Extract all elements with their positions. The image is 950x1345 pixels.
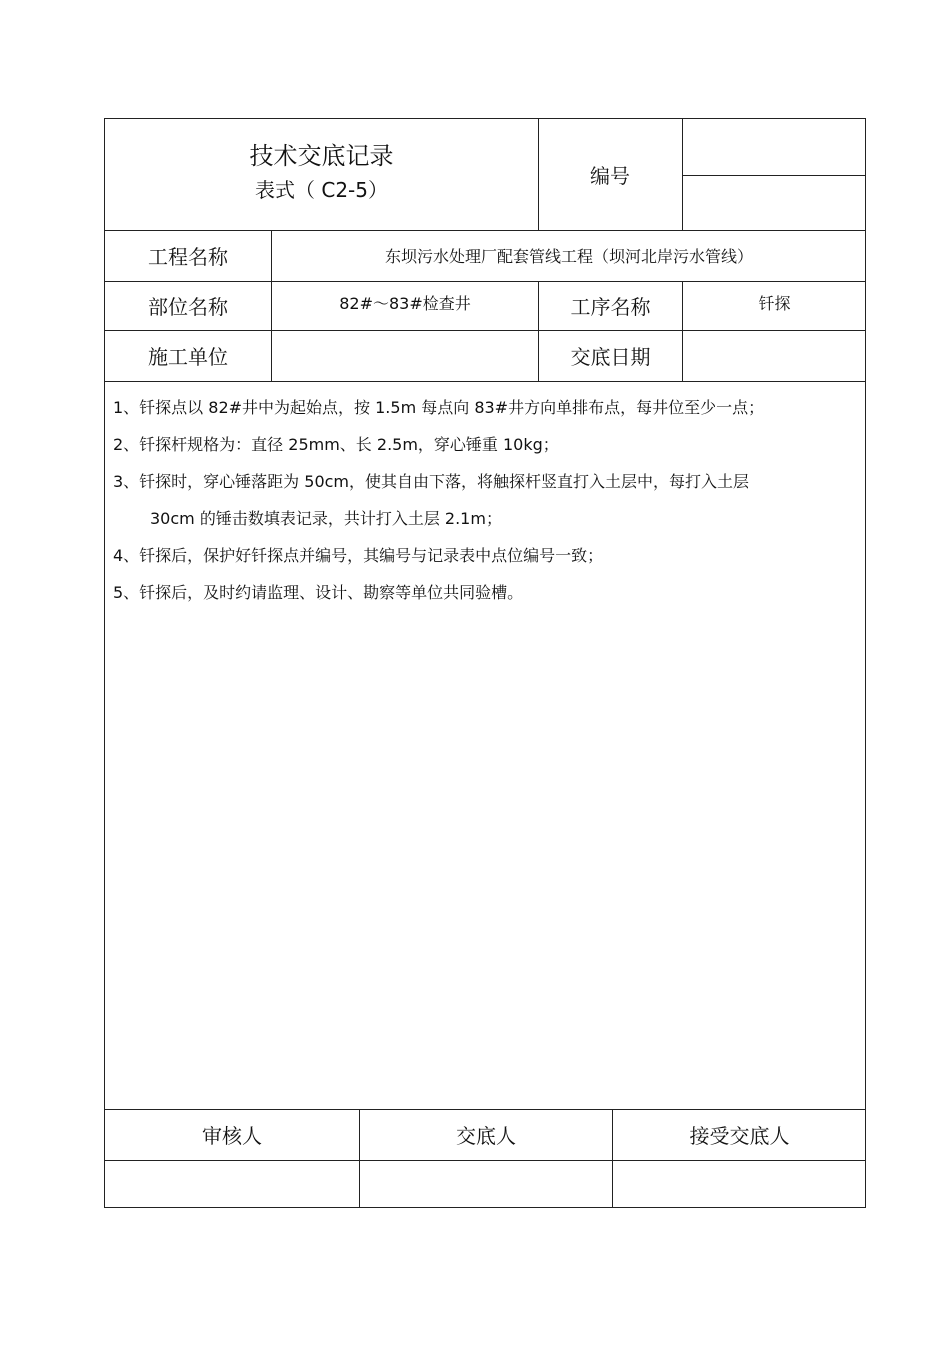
disclosure-date-value-cell[interactable] [683,330,866,381]
construction-unit-value-cell[interactable] [272,330,538,381]
reviewer-label-cell [105,1109,359,1160]
receiver-signature-cell[interactable] [613,1161,866,1207]
part-name-label: 部位名称 [148,295,228,319]
reviewer-label: 审核人 [202,1124,262,1148]
content-line-3-continued: 30cm 的锤击数填表记录，共计打入土层 2.1m； [150,509,502,528]
unit-row-rule [105,381,866,382]
part-name-value-cell[interactable] [272,281,538,324]
number-value-cell-1[interactable] [683,119,866,175]
content-line-5: 5、钎探后，及时约请监理、设计、勘察等单位共同验槽。 [113,583,524,602]
form-code: 表式（ C2-5） [255,177,388,202]
disclosure-date-label-cell [539,330,682,381]
project-name-value: 东坝污水处理厂配套管线工程（坝河北岸污水管线） [384,247,753,266]
receiver-label-cell [613,1109,866,1160]
project-name-value-cell[interactable] [272,230,866,281]
disclosure-date-label: 交底日期 [570,345,651,369]
disclosure-content [113,389,853,611]
content-line-4: 4、钎探后，保护好钎探点并编号，其编号与记录表中点位编号一致； [113,546,604,565]
content-line-3: 3、钎探时，穿心锤落距为 50cm，使其自由下落，将触探杆竖直打入土层中，每打入土层 [113,472,750,491]
process-name-label-cell [539,281,682,330]
discloser-label-cell [360,1109,612,1160]
number-label-cell [538,119,682,230]
number-value-cell-2[interactable] [683,176,866,230]
construction-unit-label: 施工单位 [148,345,228,369]
number-label: 编号 [590,164,630,188]
content-line-2: 2、钎探杆规格为：直径 25mm、长 2.5m，穿心锤重 10kg； [113,435,559,454]
receiver-label: 接受交底人 [689,1124,790,1148]
form-code-cell [105,171,538,205]
project-name-label: 工程名称 [148,245,228,269]
process-name-value: 钎探 [758,294,791,313]
reviewer-signature-cell[interactable] [105,1161,359,1207]
discloser-signature-cell[interactable] [360,1161,612,1207]
process-name-label: 工序名称 [570,295,651,319]
project-name-label-cell [105,230,271,281]
disclosure-record-form [104,118,866,1208]
part-name-value: 82#～83#检查井 [339,294,471,313]
part-name-label-cell [105,281,271,330]
content-line-1: 1、钎探点以 82#井中为起始点，按 1.5m 每点向 83#井方向单排布点，每井位至少一点； [113,398,765,417]
construction-unit-label-cell [105,330,271,381]
form-title-cell [105,133,538,173]
process-name-value-cell[interactable] [683,281,866,324]
discloser-label: 交底人 [456,1124,516,1148]
form-title: 技术交底记录 [249,141,394,170]
